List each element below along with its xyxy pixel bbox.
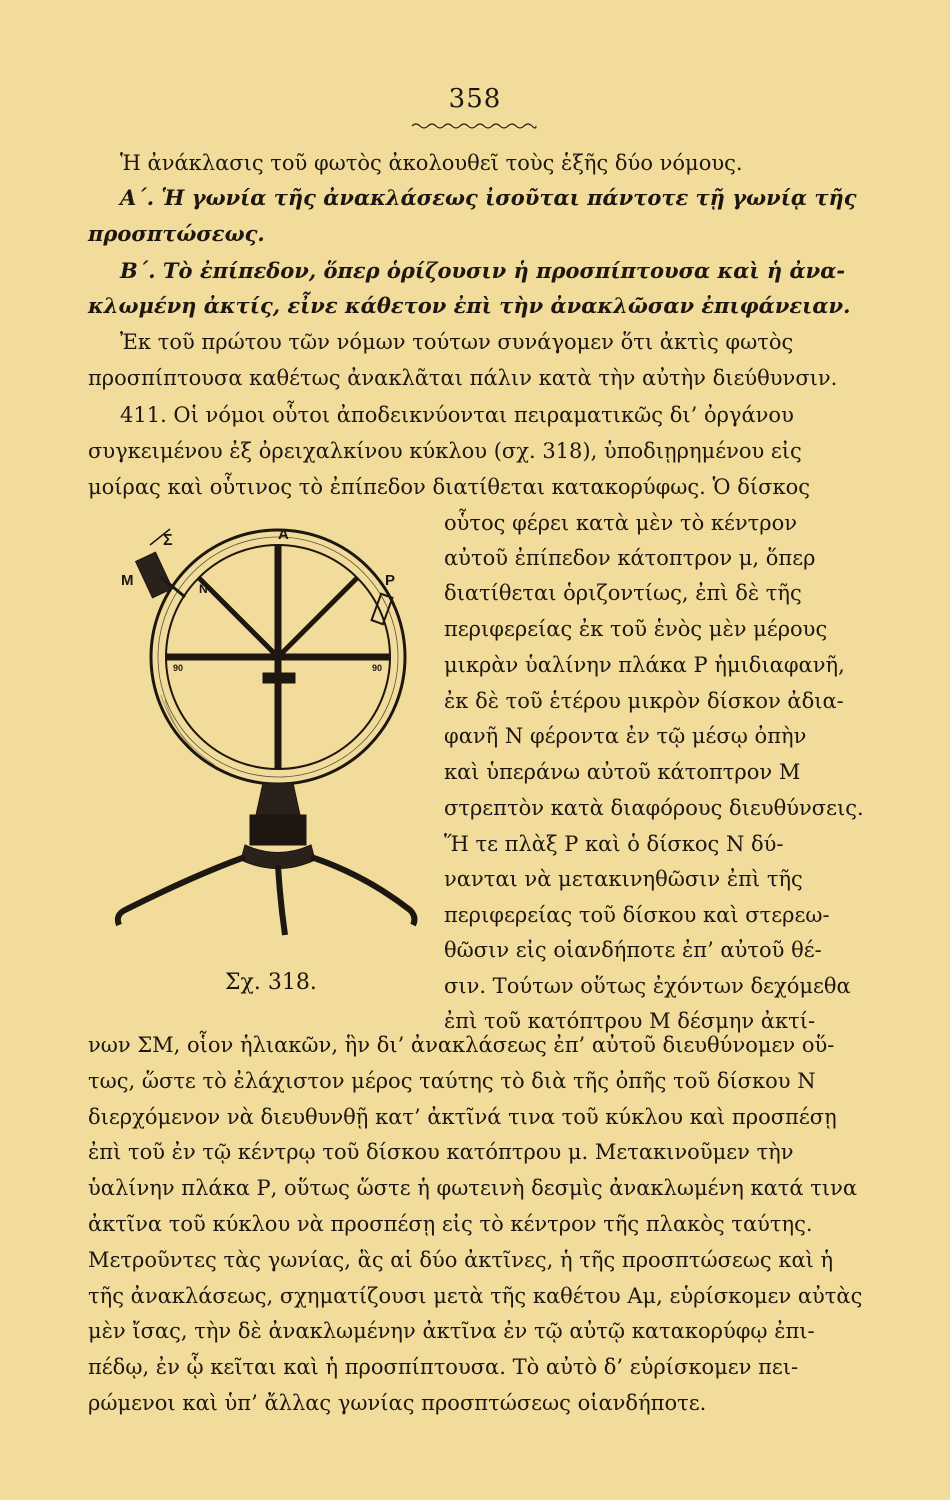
text-line: μικρὰν ὑαλίνην πλάκα Ρ ἡμιδιαφανῆ, [444,653,845,677]
text-line: συγκειμένου ἐξ ὀρειχαλκίνου κύκλου (σχ. 318), ὑποδιῃρημένου εἰς [88,439,802,463]
text-line: προσπίπτουσα καθέτως ἀνακλᾶται πάλιν κατὰ τὴν αὐτὴν διεύθυνσιν. [88,366,838,390]
text-line: κλωμένη ἀκτίς, εἶνε κάθετον ἐπὶ τὴν ἀνακλῶσαν ἐπιφάνειαν. [88,293,851,318]
text-line: τῆς ἀνακλάσεως, σχηματίζουσι μετὰ τῆς καθέτου Αμ, εὑρίσκομεν αὐτὰς [88,1284,863,1308]
text-line: μὲν ἴσας, τὴν δὲ ἀνακλωμένην ἀκτῖνα ἐν τῷ αὐτῷ κατακορύφῳ ἐπι- [88,1319,815,1343]
text-line: μοίρας καὶ οὗτινος τὸ ἐπίπεδον διατίθεται κατακορύφως. Ὁ δίσκος [88,475,810,499]
text-line: Ἡ ἀνάκλασις τοῦ φωτὸς ἀκολουθεῖ τοὺς ἑξῆς δύο νόμους. [120,151,743,175]
text-line: οὗτος φέρει κατὰ μὲν τὸ κέντρον [444,511,798,535]
text-line: στρεπτὸν κατὰ διαφόρους διευθύνσεις. [444,796,864,820]
figure-label-90-right: 90 [372,663,383,673]
text-line-law-a: Α΄. Ἡ γωνία τῆς ἀνακλάσεως ἰσοῦται πάντοτε τῇ γωνίᾳ τῆς [120,185,857,210]
figure-label-n: N [199,582,208,596]
text-line: Ἥ τε πλὰξ Ρ καὶ ὁ δίσκος Ν δύ- [444,832,784,856]
text-line: ὑαλίνην πλάκα Ρ, οὕτως ὥστε ἡ φωτεινὴ δεσμὶς ἀνακλωμένη κατά τινα [88,1176,858,1200]
text-line: τως, ὥστε τὸ ἐλάχιστον μέρος ταύτης τὸ διὰ τῆς ὀπῆς τοῦ δίσκου Ν [88,1069,816,1093]
text-line: σιν. Τούτων οὕτως ἐχόντων δεχόμεθα [444,974,851,998]
figure-label-sigma: Σ [163,532,173,549]
text-line: ἐκ δὲ τοῦ ἑτέρου μικρὸν δίσκον ἀδια- [444,689,844,713]
text-line: Ἐκ τοῦ πρώτου τῶν νόμων τούτων συνάγομεν ὅτι ἀκτὶς φωτὸς [120,330,794,354]
figure-caption: Σχ. 318. [225,970,317,995]
page-number: 358 [448,84,502,114]
text-line: αὐτοῦ ἐπίπεδον κάτοπτρον μ, ὅπερ [444,546,816,570]
text-line: περιφερείας ἐκ τοῦ ἑνὸς μὲν μέρους [444,617,828,641]
text-line-section-411: 411. Οἱ νόμοι οὗτοι ἀποδεικνύονται πειραματικῶς δι’ ὀργάνου [120,403,794,427]
page-number-rule [410,120,538,132]
figure-label-90-left: 90 [173,663,184,673]
figure-label-p: P [385,572,396,589]
text-line: περιφερείας τοῦ δίσκου καὶ στερεω- [444,903,830,927]
text-line: καὶ ὑπεράνω αὐτοῦ κάτοπτρον Μ [444,760,801,784]
text-line: διερχόμενον νὰ διευθυνθῇ κατ’ ἀκτῖνά τινα τοῦ κύκλου καὶ προσπέσῃ [88,1105,837,1129]
text-line: ἀκτῖνα τοῦ κύκλου νὰ προσπέσῃ εἰς τὸ κέντρον τῆς πλακὸς ταύτης. [88,1212,813,1236]
text-line: νων ΣΜ, οἷον ἡλιακῶν, ἣν δι’ ἀνακλάσεως ἐπ’ αὐτοῦ διευθύνομεν οὕ- [88,1033,835,1057]
text-line: νανται νὰ μετακινηθῶσιν ἐπὶ τῆς [444,867,803,891]
text-line: προσπτώσεως. [88,221,265,246]
text-line: ἐπὶ τοῦ κατόπτρου Μ δέσμην ἀκτί- [444,1009,816,1033]
text-line: ἐπὶ τοῦ ἐν τῷ κέντρῳ τοῦ δίσκου κατόπτρου μ. Μετακινοῦμεν τὴν [88,1140,794,1164]
figure-label-a: A [278,526,289,543]
text-line: διατίθεται ὁριζοντίως, ἐπὶ δὲ τῆς [444,581,802,605]
text-line: φανῆ Ν φέροντα ἐν τῷ μέσῳ ὀπὴν [444,724,807,748]
text-line: ρώμενοι καὶ ὑπ’ ἄλλας γωνίας προσπτώσεως οἱανδήποτε. [88,1391,707,1415]
text-line: πέδῳ, ἐν ᾧ κεῖται καὶ ἡ προσπίπτουσα. Τὸ αὐτὸ δ’ εὑρίσκομεν πει- [88,1355,799,1379]
text-line: θῶσιν εἰς οἱανδήποτε ἐπ’ αὐτοῦ θέ- [444,938,822,962]
text-line-law-b: Β΄. Τὸ ἐπίπεδον, ὅπερ ὁρίζουσιν ἡ προσπίπτουσα καὶ ἡ ἀνα- [120,258,846,283]
figure-label-m: M [121,572,134,589]
reflection-apparatus-figure [95,515,420,945]
text-line: Μετροῦντες τὰς γωνίας, ἃς αἱ δύο ἀκτῖνες, ἡ τῆς προσπτώσεως καὶ ἡ [88,1248,834,1272]
